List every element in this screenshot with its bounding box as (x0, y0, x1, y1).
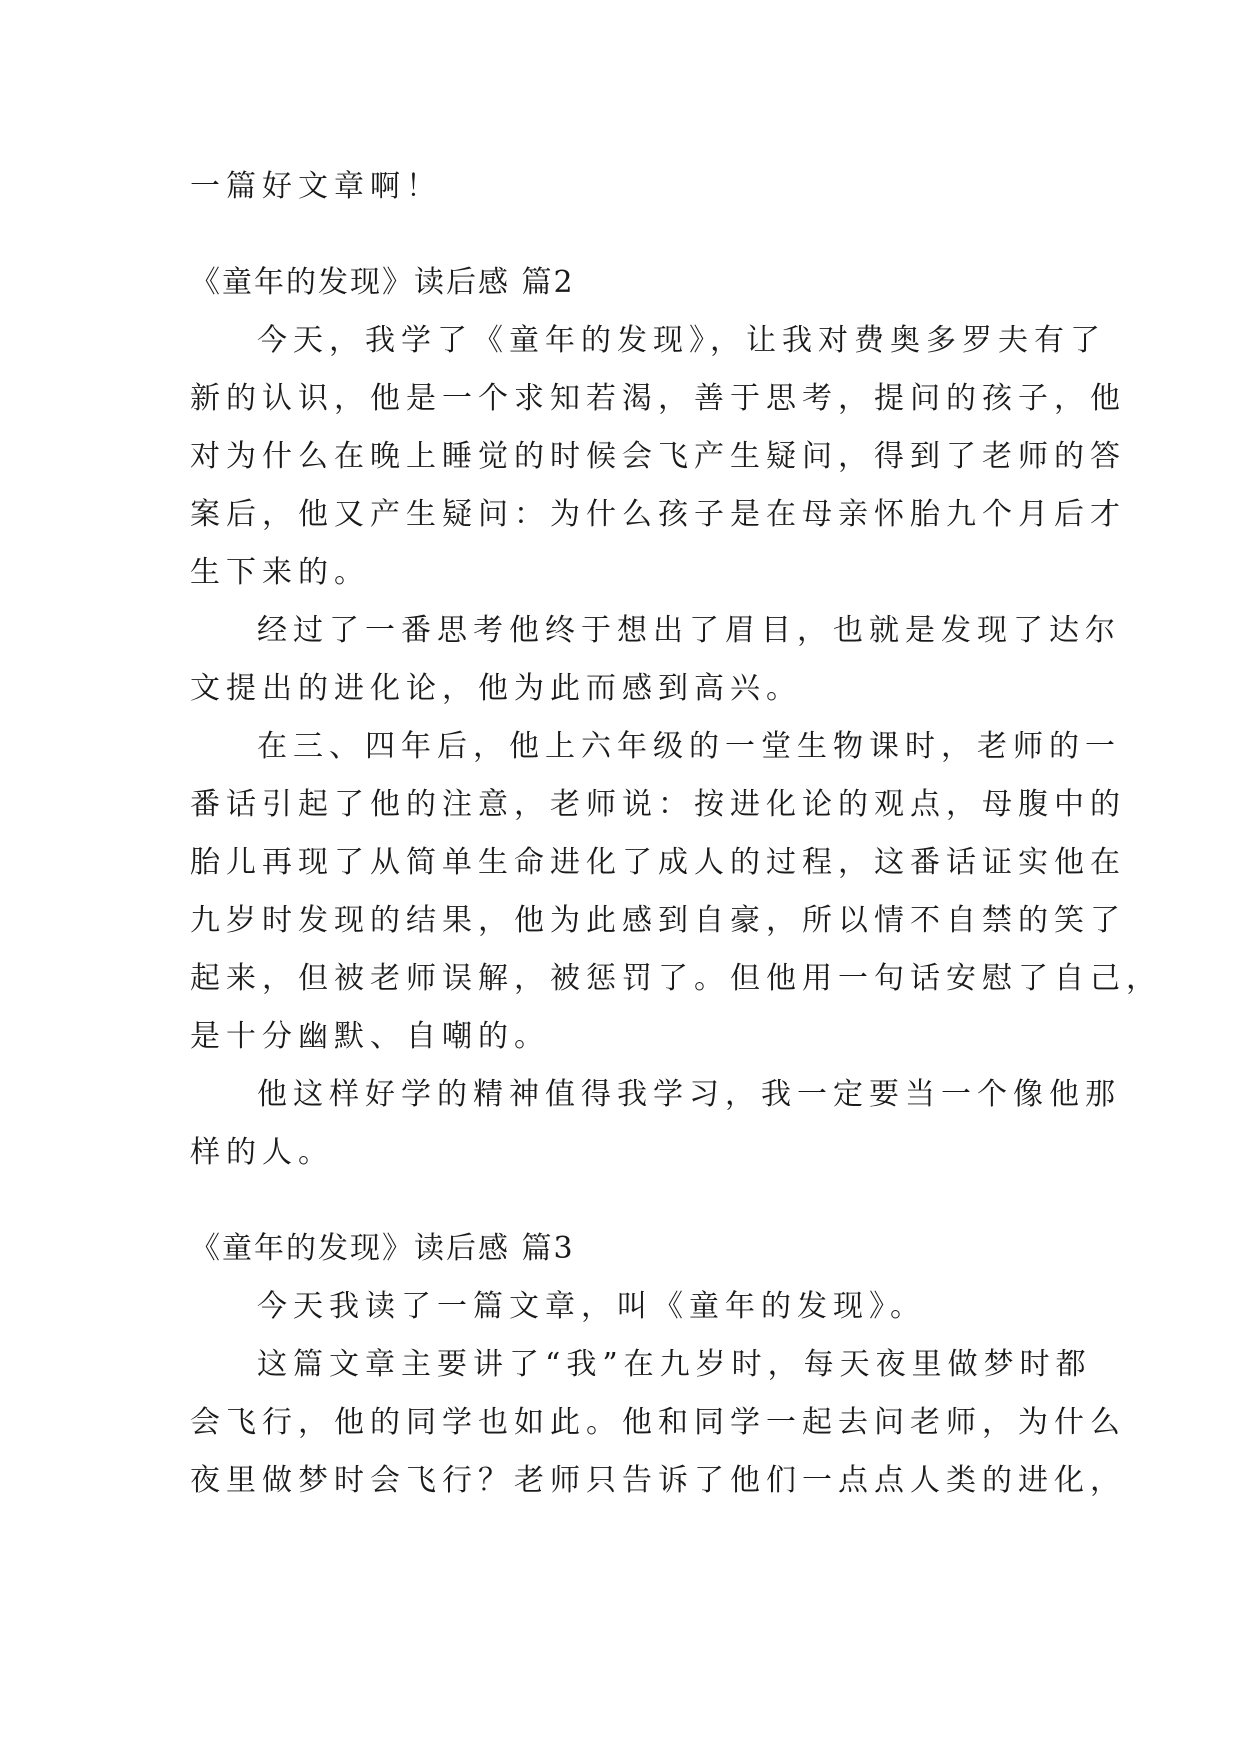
section-2-paragraph-2 (190, 602, 1121, 718)
intro-tail-line: 一篇好文章啊！ (190, 169, 442, 204)
paragraph-line: 会飞行，他的同学也如此。他和同学一起去问老师，为什么 (190, 1405, 1126, 1440)
paragraph-line: 样的人。 (190, 1135, 334, 1170)
document-body (190, 158, 1162, 1510)
paragraph-line: 案后，他又产生疑问：为什么孩子是在母亲怀胎九个月后才 (190, 497, 1126, 532)
section-2-paragraph-1 (190, 312, 1126, 602)
section-3-paragraph-2 (190, 1336, 1126, 1510)
paragraph-line: 他这样好学的精神值得我学习，我一定要当一个像他那 (257, 1077, 1121, 1112)
section-3-paragraph-1 (190, 1278, 1060, 1336)
paragraph-line: 经过了一番思考他终于想出了眉目，也就是发现了达尔 (257, 613, 1121, 648)
section-3-heading: 《童年的发现》读后感 篇3 (190, 1231, 575, 1266)
paragraph-line: 生下来的。 (190, 555, 370, 590)
section-2-paragraph-4 (190, 1066, 1121, 1182)
paragraph-line: 新的认识，他是一个求知若渴，善于思考，提问的孩子，他 (190, 381, 1126, 416)
paragraph-line: 这篇文章主要讲了“我”在九岁时，每天夜里做梦时都 (257, 1347, 1092, 1382)
paragraph-line: 胎儿再现了从简单生命进化了成人的过程，这番话证实他在 (190, 845, 1126, 880)
section-2-paragraph-3 (190, 718, 1162, 1066)
paragraph-line: 番话引起了他的注意，老师说：按进化论的观点，母腹中的 (190, 787, 1126, 822)
paragraph-line: 夜里做梦时会飞行？老师只告诉了他们一点点人类的进化， (190, 1463, 1126, 1498)
paragraph-line: 对为什么在晚上睡觉的时候会飞产生疑问，得到了老师的答 (190, 439, 1126, 474)
paragraph-line: 今天，我学了《童年的发现》，让我对费奥多罗夫有了 (257, 323, 1106, 358)
paragraph-line: 九岁时发现的结果，他为此感到自豪，所以情不自禁的笑了 (190, 903, 1126, 938)
paragraph-line: 是十分幽默、自嘲的。 (190, 1019, 550, 1054)
paragraph-line: 今天我读了一篇文章，叫《童年的发现》。 (257, 1289, 926, 1324)
paragraph-line: 在三、四年后，他上六年级的一堂生物课时，老师的一 (257, 729, 1121, 764)
section-2-heading: 《童年的发现》读后感 篇2 (190, 265, 575, 300)
paragraph-line: 起来，但被老师误解，被惩罚了。但他用一句话安慰了自己， (190, 961, 1162, 996)
section-gap (190, 1182, 1060, 1220)
section-gap (190, 216, 1060, 254)
paragraph-line: 文提出的进化论，他为此而感到高兴。 (190, 671, 802, 706)
